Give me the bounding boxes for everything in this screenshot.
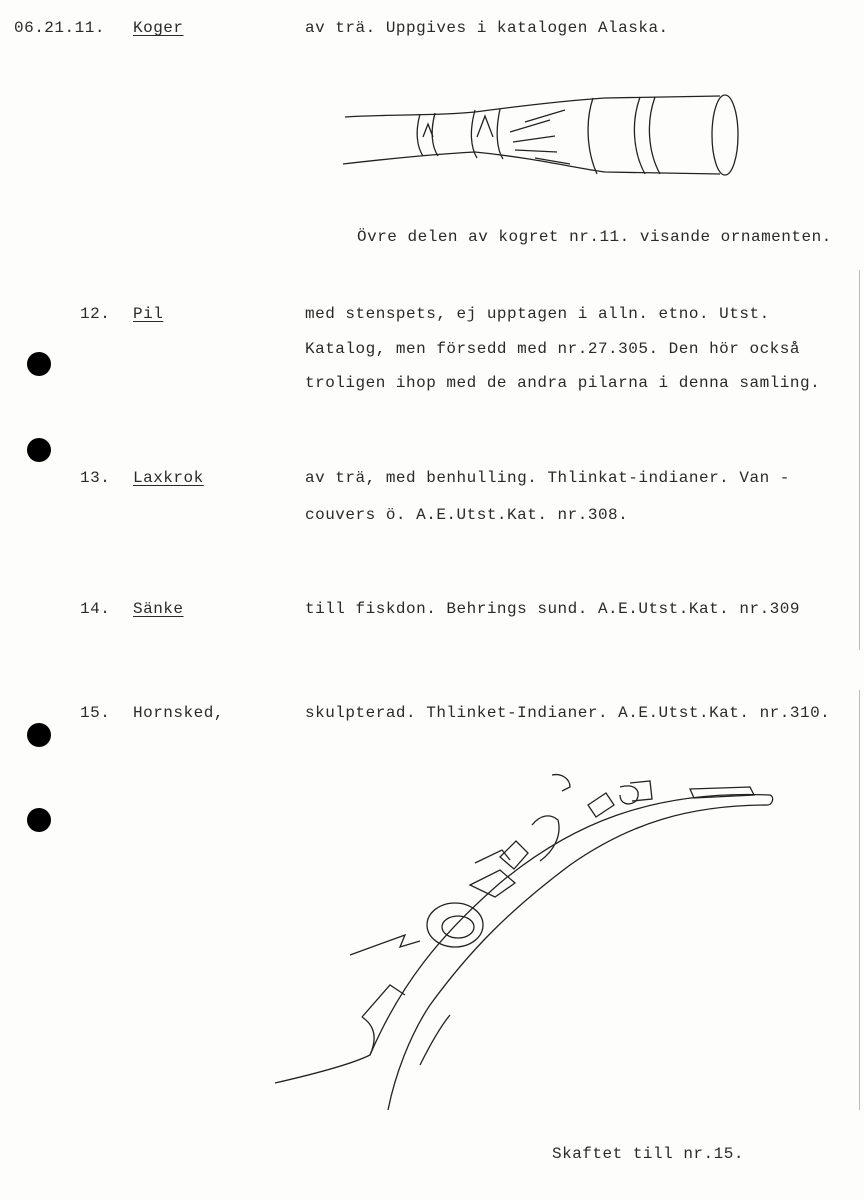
entry-name: Koger (133, 19, 184, 37)
entry-name: Sänke (133, 600, 184, 618)
entry-description: med stenspets, ej upptagen i alln. etno. Utst. (305, 305, 770, 323)
entry-number: 12. (80, 305, 111, 323)
entry-number: 13. (80, 469, 111, 487)
entry-description: till fiskdon. Behrings sund. A.E.Utst.Kat. nr.309 (305, 600, 800, 618)
entry-description: av trä, med benhulling. Thlinkat-indianer. Van - (305, 469, 790, 487)
entry-name: Pil (133, 305, 164, 323)
spoon-handle-drawing (270, 765, 780, 1125)
punch-hole (27, 808, 51, 832)
entry-description: skulpterad. Thlinket-Indianer. A.E.Utst.Kat. nr.310. (305, 704, 831, 722)
entry-description: couvers ö. A.E.Utst.Kat. nr.308. (305, 506, 629, 524)
entry-description: Katalog, men försedd med nr.27.305. Den hör också (305, 340, 800, 358)
spoon-caption: Skaftet till nr.15. (552, 1145, 744, 1163)
quiver-drawing (335, 92, 755, 182)
page-edge-line (859, 690, 860, 1110)
page-edge-line (859, 270, 860, 650)
entry-name: Laxkrok (133, 469, 204, 487)
punch-hole (27, 352, 51, 376)
entry-description: troligen ihop med de andra pilarna i denna samling. (305, 374, 821, 392)
entry-description: av trä. Uppgives i katalogen Alaska. (305, 19, 669, 37)
entry-number: 15. (80, 704, 111, 722)
punch-hole (27, 438, 51, 462)
entry-number: 14. (80, 600, 111, 618)
entry-name: Hornsked, (133, 704, 224, 722)
quiver-caption: Övre delen av kogret nr.11. visande ornamenten. (357, 228, 832, 246)
entry-number: 06.21.11. (14, 19, 105, 37)
punch-hole (27, 723, 51, 747)
